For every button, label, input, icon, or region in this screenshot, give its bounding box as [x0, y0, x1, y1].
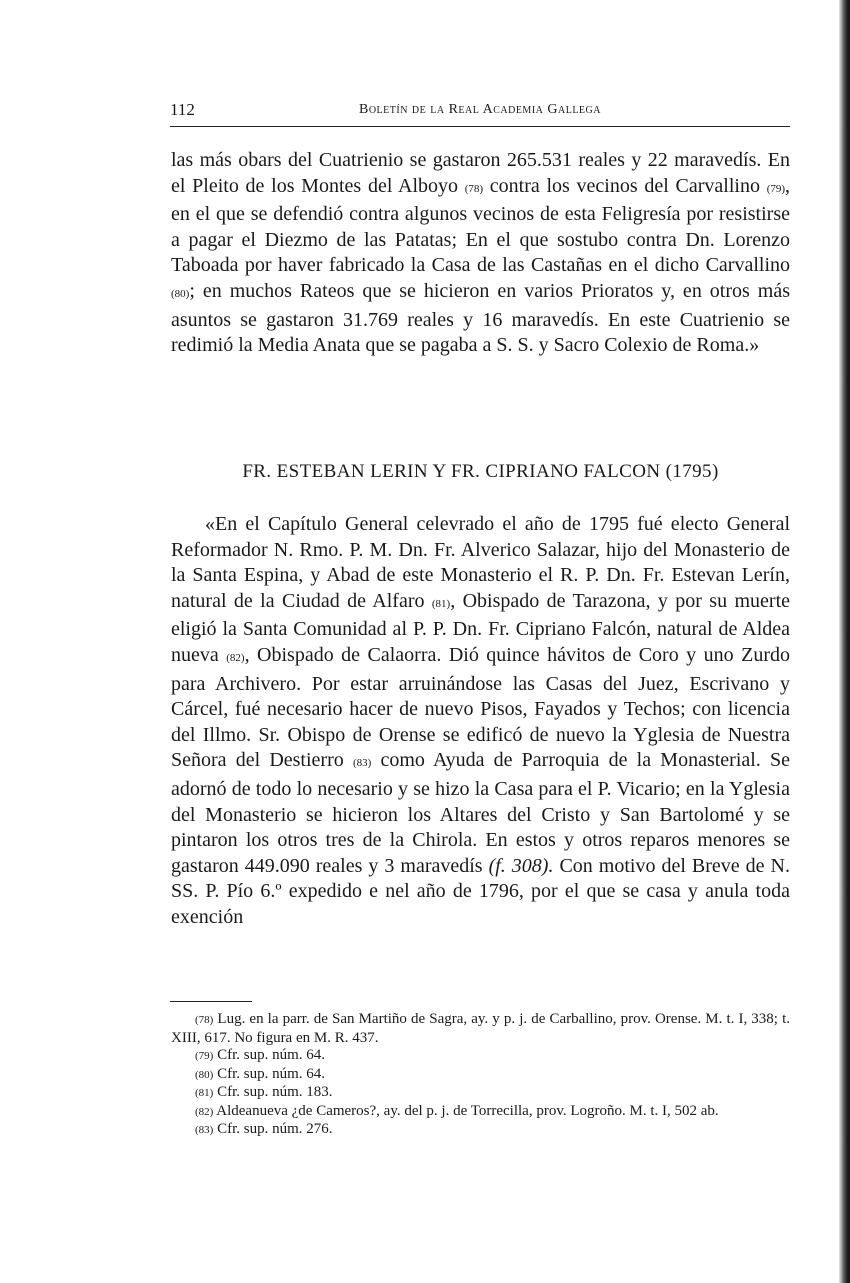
- note-ref-82: (82): [226, 651, 245, 664]
- body-paragraph-2: «En el Capítulo General celevrado el año de 1795 fué electo General Reformador N. Rmo. P. M. Dn. Fr. Alverico Salazar, hijo del Monasterio de la Santa Espina, y Abad de este Monasterio el R. P. Dn. Fr. Estevan Lerín, natural de la Ciudad de Alfaro (81), Obispado de Tarazona, y por su muerte eligió la Santa Comunidad al P. P. Dn. Fr. Cipriano Falcón, natural de Aldea nueva (82), Obispado de Calaorra. Dió quince hávitos de Coro y uno Zurdo para Archivero. Por estar arruinándose las Casas del Juez, Escrivano y Cárcel, fué necesario hacer de nuevo Pisos, Fayados y Techos; con licencia del Illmo. Sr. Obispo de Orense se edificó de nuevo la Yglesia de Nuestra Señora del Destierro (83) como Ayuda de Parroquia de la Monasterial. Se adornó de todo lo necesario y se hizo la Casa para el P. Vicario; en la Yglesia del Monasterio se hicieron los Altares del Cristo y San Bartolomé y se pintaron los otros tres de la Chirola. En estos y otros reparos menores se gastaron 449.090 reales y 3 maravedís (f. 308). Con motivo del Breve de N. SS. P. Pío 6.º expedido e nel año de 1796, por el que se casa y anula toda exención: [171, 513, 790, 928]
- note-ref-78: (78): [464, 182, 484, 195]
- page-number: 112: [170, 100, 195, 119]
- running-head: Boletín de la Real Academia Gallega: [359, 102, 601, 117]
- note-ref-79: (79): [766, 182, 786, 195]
- note-ref-80: (80): [171, 287, 190, 300]
- page-binding-edge: [839, 0, 850, 1283]
- footnote-80: (80) Cfr. sup. núm. 64.: [195, 1065, 326, 1082]
- footnote-83: (83) Cfr. sup. núm. 276.: [195, 1121, 333, 1137]
- note-ref-81: (81): [431, 597, 451, 610]
- section-title: FR. ESTEBAN LERIN Y FR. CIPRIANO FALCON (1795): [242, 461, 719, 482]
- footnote-81: (81) Cfr. sup. núm. 183.: [195, 1084, 333, 1100]
- footnote-79: (79) Cfr. sup. núm. 64.: [195, 1047, 326, 1063]
- footnote-82: (82) Aldeanueva ¿de Cameros?, ay. del p. j. de Torrecilla, prov. Logroño. M. t. I, 502 ab.: [195, 1102, 719, 1119]
- footnote-separator: [170, 1001, 252, 1002]
- page-header: [170, 98, 790, 127]
- folio-reference: (f. 308).: [488, 854, 554, 877]
- footnote-78: (78) Lug. en la parr. de San Martiño de Sagra, ay. y p. j. de Carballino, prov. Orense. M. t. I, 338; t. XIII, 617. No figura en M. R. 437.: [171, 1011, 790, 1046]
- body-paragraph-1: las más obars del Cuatrienio se gastaron 265.531 reales y 22 maravedís. En el Pleito de los Montes del Alboyo (78) contra los vecinos del Carvallino (79), en el que se defendió contra algunos vecinos de esta Feligresía por resistirse a pagar el Diezmo de las Patatas; En el que sostubo contra Dn. Lorenzo Taboada por haver fabricado la Casa de las Castañas en el dicho Carvallino (80); en muchos Rateos que se hicieron en varios Prioratos y, en otros más asuntos se gastaron 31.769 reales y 16 maravedís. En este Cuatrienio se redimió la Media Anata que se pagaba a S. S. y Sacro Colexio de Roma.»: [171, 149, 791, 357]
- footnotes: [171, 1011, 790, 1140]
- note-ref-83: (83): [352, 757, 372, 770]
